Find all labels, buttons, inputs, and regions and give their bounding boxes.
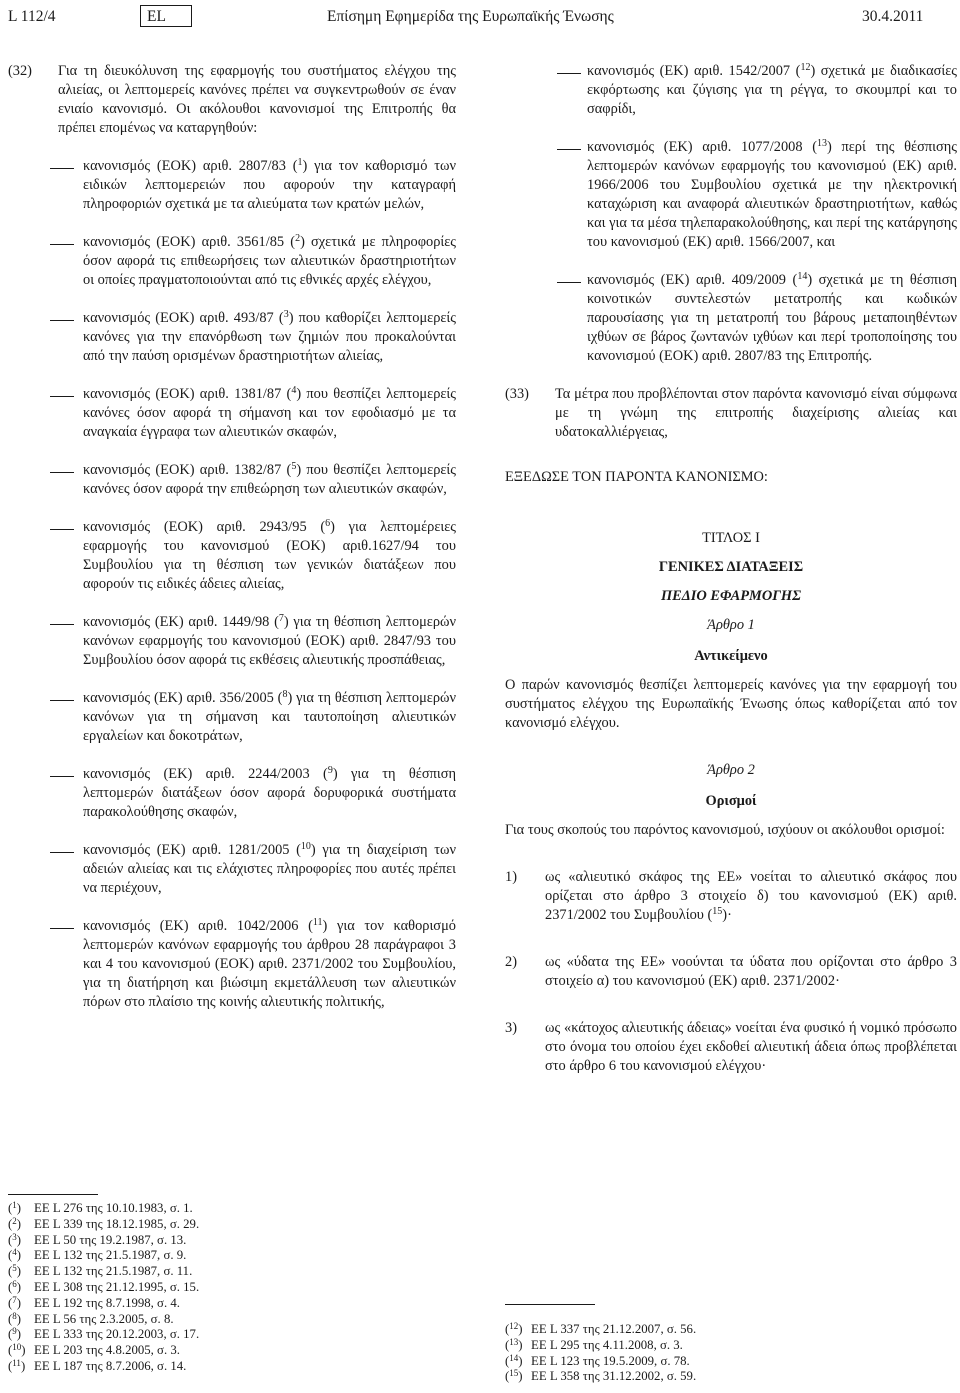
right-column [505, 62, 957, 1095]
repealed-regulation-item: κανονισμός (ΕΚ) αριθ. 356/2005 ($^8$) για τη θέσπιση λεπτομερών κανόνων για τη σήμανση και ταυτοποίηση αλιευτικών εργαλείων και δοκοτράτων, [8, 689, 456, 746]
footnote-ref[interactable]: 13 [817, 138, 827, 149]
footnote: ($^3$) ΕΕ L 50 της 19.2.1987, σ. 13. [8, 1231, 187, 1247]
footnote-ref[interactable]: 2 [295, 233, 301, 244]
recital-33 [505, 385, 957, 442]
article-1-label: Άρθρο 1 [707, 617, 755, 633]
footnote-ref[interactable]: 1 [297, 157, 303, 168]
footnote-ref[interactable]: 15 [712, 906, 723, 917]
footnote-ref[interactable]: 11 [312, 917, 323, 928]
definition-number: 1) [505, 869, 517, 885]
recital-number: (32) [8, 63, 32, 79]
footnote-ref[interactable]: 7 [278, 613, 284, 624]
footnote: ($^{12}$) ΕΕ L 337 της 21.12.2007, σ. 56. [505, 1321, 697, 1336]
language-box [140, 5, 192, 27]
recital-32 [8, 62, 456, 138]
repealed-regulation-item: κανονισμός (ΕΚ) αριθ. 1077/2008 ($^{13}$) περί της θέσπισης λεπτομερών κανόνων εφαρμογής του κανονισμού (ΕΚ) αριθ. 1966/2006 του Συμβουλίου σχετικά με την ηλεκτρονική καταχώριση και αναφορά αλιευτικών δραστηριοτήτων, καθώς και για τα μέσα τηλεπαρακολούθησης, και περί της κατάργησης του κανονισμού (ΕΚ) αριθ. 1566/2007, και [505, 138, 957, 252]
recital-text: Τα μέτρα που προβλέπονται στον παρόντα κανονισμό είναι σύμφωνα με τη γνώμη της επιτροπής διαχείρισης αλιείας και υδατοκαλλιέργειας, [555, 386, 957, 440]
footnote-divider [505, 1304, 595, 1305]
repealed-regulation-item: κανονισμός (ΕΚ) αριθ. 1542/2007 ($^{12}$) σχετικά με διαδικασίες εκφόρτωσης και ζύγισης για τη ρέγγα, το σκουμπρί και το σαφρίδι, [505, 62, 957, 119]
publication-date: 30.4.2011 [862, 8, 924, 25]
definition-item: 2) ως «ύδατα της ΕΕ» νοούνται τα ύδατα που ορίζονται στο άρθρο 3 στοιχείο α) του κανονισμού (ΕΚ) αριθ. 2371/2002· [505, 954, 957, 989]
enacting-clause: ΕΞΕΔΩΣΕ ΤΟΝ ΠΑΡΟΝΤΑ ΚΑΝΟΝΙΣΜΟ: [505, 469, 768, 485]
footnote: ($^5$) ΕΕ L 132 της 21.5.1987, σ. 11. [8, 1263, 193, 1279]
footnote: ($^{13}$) ΕΕ L 295 της 4.11.2008, σ. 3. [505, 1336, 683, 1352]
page-reference: L 112/4 [8, 8, 56, 25]
article-2-intro: Για τους σκοπούς του παρόντος κανονισμού, ισχύουν οι ακόλουθοι ορισμοί: [505, 822, 945, 838]
article-1-text: Ο παρών κανονισμός θεσπίζει λεπτομερείς κανόνες για την εφαρμογή του συστήματος ελέγχου της Ευρωπαϊκής Ένωσης όπως καθορίζεται από τον κανονισμό ελέγχου. [505, 677, 957, 731]
footnote: ($^2$) ΕΕ L 339 της 18.12.1985, σ. 29. [8, 1215, 200, 1231]
footnote-ref[interactable]: 12 [800, 62, 811, 73]
footnote: ($^1$) ΕΕ L 276 της 10.10.1983, σ. 1. [8, 1200, 193, 1215]
footnote: ($^{15}$) ΕΕ L 358 της 31.12.2002, σ. 59. [505, 1368, 697, 1384]
footnotes-left [8, 1201, 199, 1375]
footnotes-right [505, 1322, 696, 1385]
chapter-heading: ΠΕΔΙΟ ΕΦΑΡΜΟΓΗΣ [660, 588, 802, 604]
article-2-label: Άρθρο 2 [707, 762, 755, 778]
page-header [0, 5, 960, 27]
footnote-ref[interactable]: 6 [325, 518, 331, 529]
repealed-regulation-item: κανονισμός (ΕΚ) αριθ. 1042/2006 ($^{11}$) για τον καθορισμό λεπτομερών κανόνων εφαρμογής του άρθρου 28 παράγραφοι 3 και 4 του κανονισμού (ΕΟΚ) αριθ. 2371/2002 του Συμβουλίου, για τη διατήρηση και βιώσιμη εκμετάλλευση των αλιευτικών πόρων στο πλαίσιο της κοινής αλιευτικής πολιτικής, [8, 917, 456, 1012]
definition-number: 3) [505, 1020, 517, 1036]
journal-title: Επίσημη Εφημερίδα της Ευρωπαϊκής Ένωσης [327, 8, 614, 25]
repealed-regulation-item: κανονισμός (ΕΚ) αριθ. 1281/2005 ($^{10}$) για τη διαχείριση των αδειών αλιείας και τις ελάχιστες πληροφορίες που αυτές πρέπει να περιέχουν, [8, 841, 456, 898]
repealed-regulation-item: κανονισμός (ΕΟΚ) αριθ. 3561/85 ($^2$) σχετικά με πληροφορίες όσον αφορά τις επιθεωρήσεις των αλιευτικών δραστηριοτήτων οι οποίες πραγματοποιούνται από τις εθνικές αρχές ελέγχου, [8, 233, 456, 290]
repealed-regulation-item: κανονισμός (ΕΚ) αριθ. 2244/2003 ($^9$) για τη θέσπιση λεπτομερών διατάξεων όσον αφορά δορυφορικά συστήματα παρακολούθησης σκαφών, [8, 765, 456, 822]
repealed-regulation-item: κανονισμός (ΕΟΚ) αριθ. 493/87 ($^3$) που καθορίζει λεπτομερείς κανόνες για την επανόρθωση των ζημιών που προκαλούνται από την παύση ορισμένων δραστηριοτήτων αλιείας, [8, 309, 456, 366]
footnote: ($^4$) ΕΕ L 132 της 21.5.1987, σ. 9. [8, 1247, 187, 1263]
footnote: ($^{11}$) ΕΕ L 187 της 8.7.2006, σ. 14. [8, 1357, 187, 1373]
footnote: ($^{14}$) ΕΕ L 123 της 19.5.2009, σ. 78. [505, 1352, 690, 1368]
repealed-regulation-item: κανονισμός (ΕΚ) αριθ. 1449/98 ($^7$) για τη θέσπιση λεπτομερών κανόνων εφαρμογής του κανονισμού (ΕΟΚ) αριθ. 2847/93 του Συμβουλίου όσον αφορά τις εκθέσεις αλιευτικής προσπάθειας, [8, 613, 456, 670]
footnote-ref[interactable]: 9 [327, 765, 333, 776]
repealed-regulation-item: κανονισμός (ΕΚ) αριθ. 409/2009 ($^{14}$) σχετικά με τη θέσπιση κοινοτικών συντελεστών μετατροπής και κωδικών παρουσίασης για τη μετατροπή του βάρους μεταποιηθέντων ιχθύων σε βάρος ζωντανών ιχθύων και περί τροποποίησης του κανονισμού (ΕΟΚ) αριθ. 2807/83 της Επιτροπής. [505, 271, 957, 366]
footnote-ref[interactable]: 14 [797, 271, 808, 282]
repealed-regulation-item: κανονισμός (ΕΟΚ) αριθ. 2807/83 ($^1$) για τον καθορισμό των ειδικών λεπτομερειών που αφορούν την καταγραφή πληροφοριών σχετικά με τα αλιεύματα των κρατών μελών, [8, 157, 456, 214]
definition-item: 1) ως «αλιευτικό σκάφος της ΕΕ» νοείται το αλιευτικό σκάφος που ορίζεται στο άρθρο 3 στοιχείο δ) του κανονισμού (ΕΚ) αριθ. 2371/2002 του Συμβουλίου ($^{15}$)· [505, 869, 957, 923]
left-column [8, 62, 456, 1031]
title-number: ΤΙΤΛΟΣ I [702, 530, 760, 546]
repealed-regulation-item: κανονισμός (ΕΟΚ) αριθ. 1382/87 ($^5$) που θεσπίζει λεπτομερείς κανόνες όσον αφορά την επιθεώρηση των αλιευτικών σκαφών, [8, 461, 456, 499]
footnote: ($^7$) ΕΕ L 192 της 8.7.1998, σ. 4. [8, 1294, 180, 1310]
article-2-heading: Ορισμοί [705, 793, 757, 809]
language-code: EL [147, 8, 166, 25]
recital-number: (33) [505, 386, 529, 402]
repealed-regulation-item: κανονισμός (ΕΟΚ) αριθ. 1381/87 ($^4$) που θεσπίζει λεπτομερείς κανόνες όσον αφορά τη σήμανση και τον εφοδιασμό με τα αναγκαία έγγραφα των αλιευτικών σκαφών, [8, 385, 456, 442]
repealed-regulation-item: κανονισμός (ΕΟΚ) αριθ. 2943/95 ($^6$) για λεπτομέρειες εφαρμογής του κανονισμού (ΕΟΚ) αριθ.1627/94 του Συμβουλίου για τη θέσπιση των γενικών διατάξεων που αφορούν τις ειδικές άδειες αλιείας, [8, 518, 456, 594]
footnote-ref[interactable]: 3 [283, 309, 289, 320]
footnote: ($^8$) ΕΕ L 56 της 2.3.2005, σ. 8. [8, 1310, 174, 1326]
footnote-ref[interactable]: 10 [300, 841, 311, 852]
footnote: ($^6$) ΕΕ L 308 της 21.12.1995, σ. 15. [8, 1278, 200, 1294]
footnote-ref[interactable]: 5 [291, 461, 297, 472]
footnote: ($^9$) ΕΕ L 333 της 20.12.2003, σ. 17. [8, 1326, 200, 1342]
footnote: ($^{10}$) ΕΕ L 203 της 4.8.2005, σ. 3. [8, 1342, 180, 1358]
definition-item: 3) ως «κάτοχος αλιευτικής άδειας» νοείται ένα φυσικό ή νομικό πρόσωπο στο όνομα του οποίου έχει εκδοθεί αλιευτική άδεια όπως προβλέπεται στο άρθρο 6 του κανονισμού ελέγχου· [505, 1020, 957, 1074]
article-1-heading: Αντικείμενο [694, 648, 768, 664]
footnote-divider [8, 1194, 98, 1195]
footnote-ref[interactable]: 4 [291, 385, 297, 396]
title-name: ΓΕΝΙΚΕΣ ΔΙΑΤΑΞΕΙΣ [658, 559, 804, 575]
recital-text: Για τη διευκόλυνση της εφαρμογής του συστήματος ελέγχου της αλιείας, οι λεπτομερείς κανόνες πρέπει να συγκεντρωθούν σε έναν ενιαίο κανονισμό. Οι ακόλουθοι κανονισμοί της Επιτροπής θα πρέπει επομένως να καταργηθούν: [58, 63, 456, 136]
definition-number: 2) [505, 954, 517, 970]
footnote-ref[interactable]: 8 [282, 689, 288, 700]
